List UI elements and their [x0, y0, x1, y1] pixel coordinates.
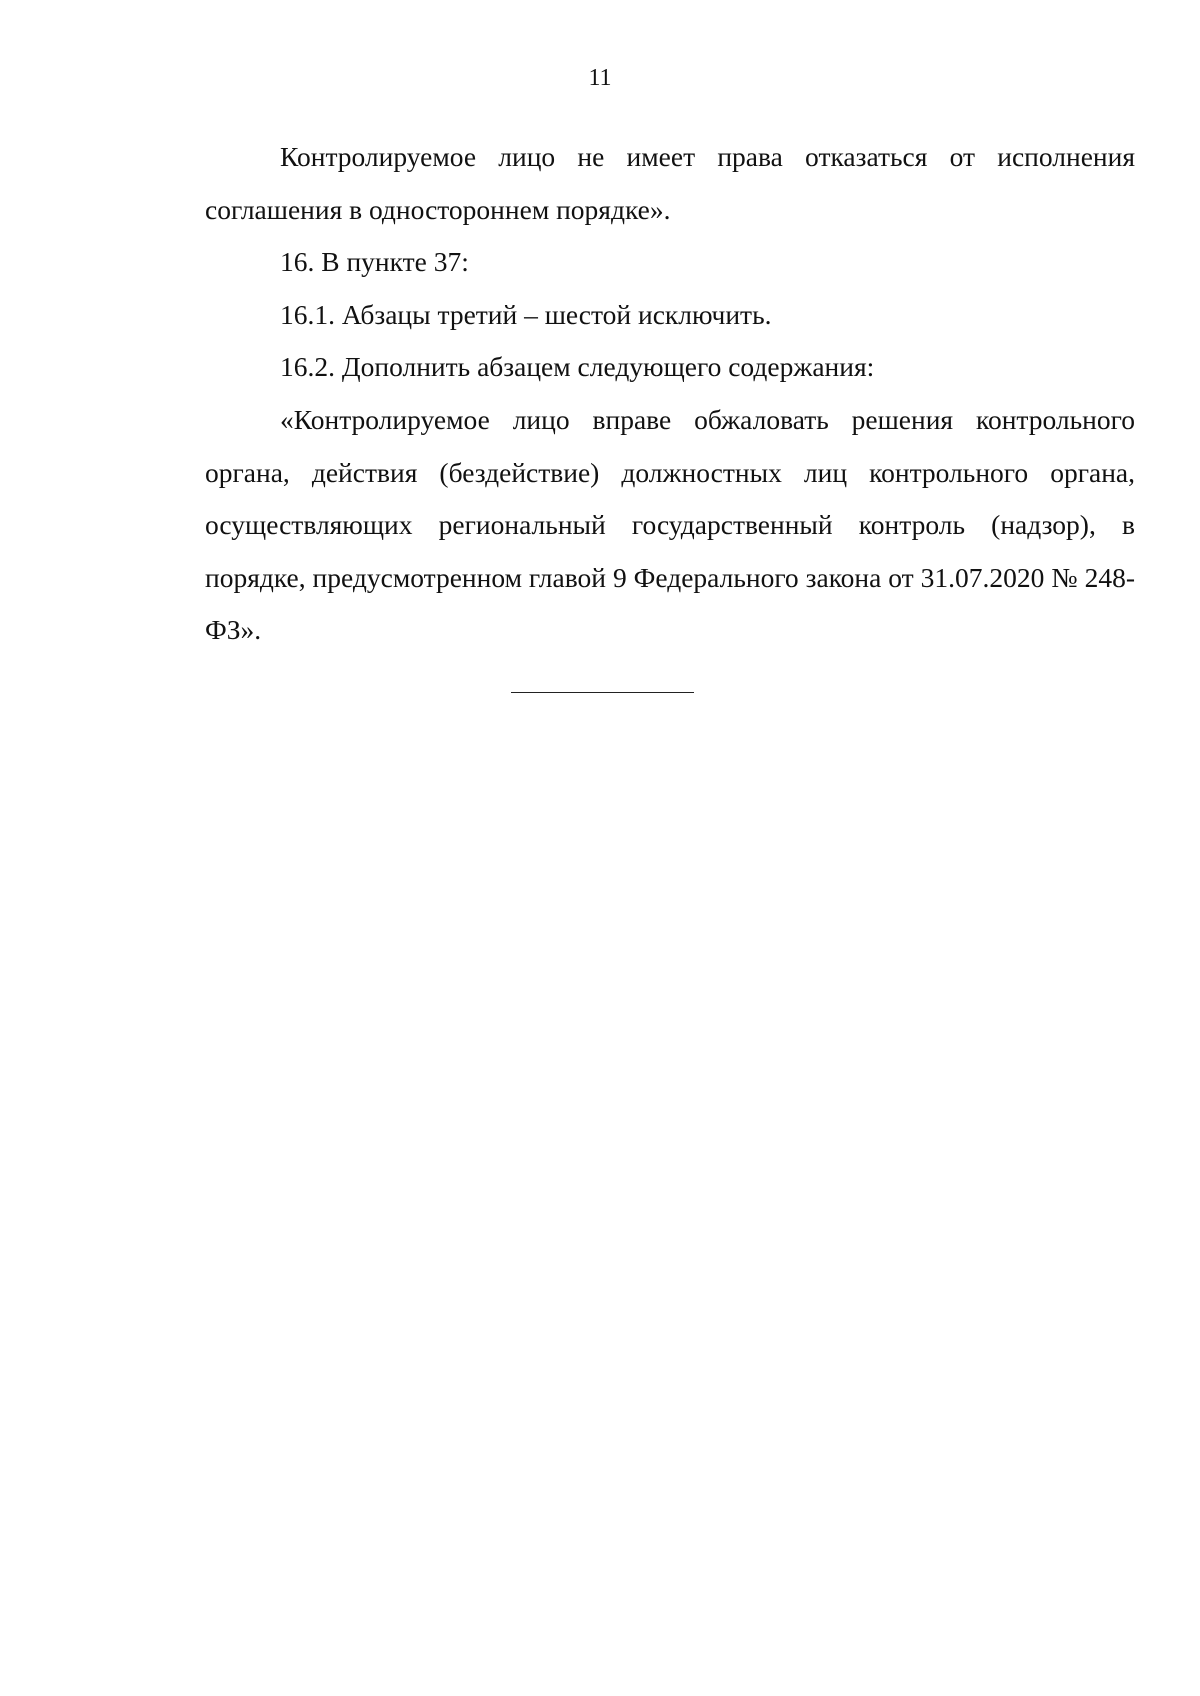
paragraph-agreement-refusal: Контролируемое лицо не имеет права отказаться от исполнения соглашения в одностороннем порядке».	[205, 141, 1135, 225]
paragraph-appeal-right: «Контролируемое лицо вправе обжаловать решения контрольного органа, действия (бездействие) должностных лиц контрольного органа, осуществляющих региональный государственный контроль (надзор), в порядке, предусмотренном главой 9 Федерального закона от 31.07.2020 № 248-ФЗ».	[205, 403, 1135, 646]
page-number: 11	[588, 65, 612, 91]
end-of-document-rule	[511, 692, 694, 693]
paragraph-item-16-1: 16.1. Абзацы третий – шестой исключить.	[280, 298, 772, 330]
paragraph-item-16-2: 16.2. Дополнить абзацем следующего содержания:	[280, 351, 875, 383]
paragraph-item-16: 16. В пункте 37:	[280, 246, 469, 278]
document-body	[205, 131, 1135, 657]
